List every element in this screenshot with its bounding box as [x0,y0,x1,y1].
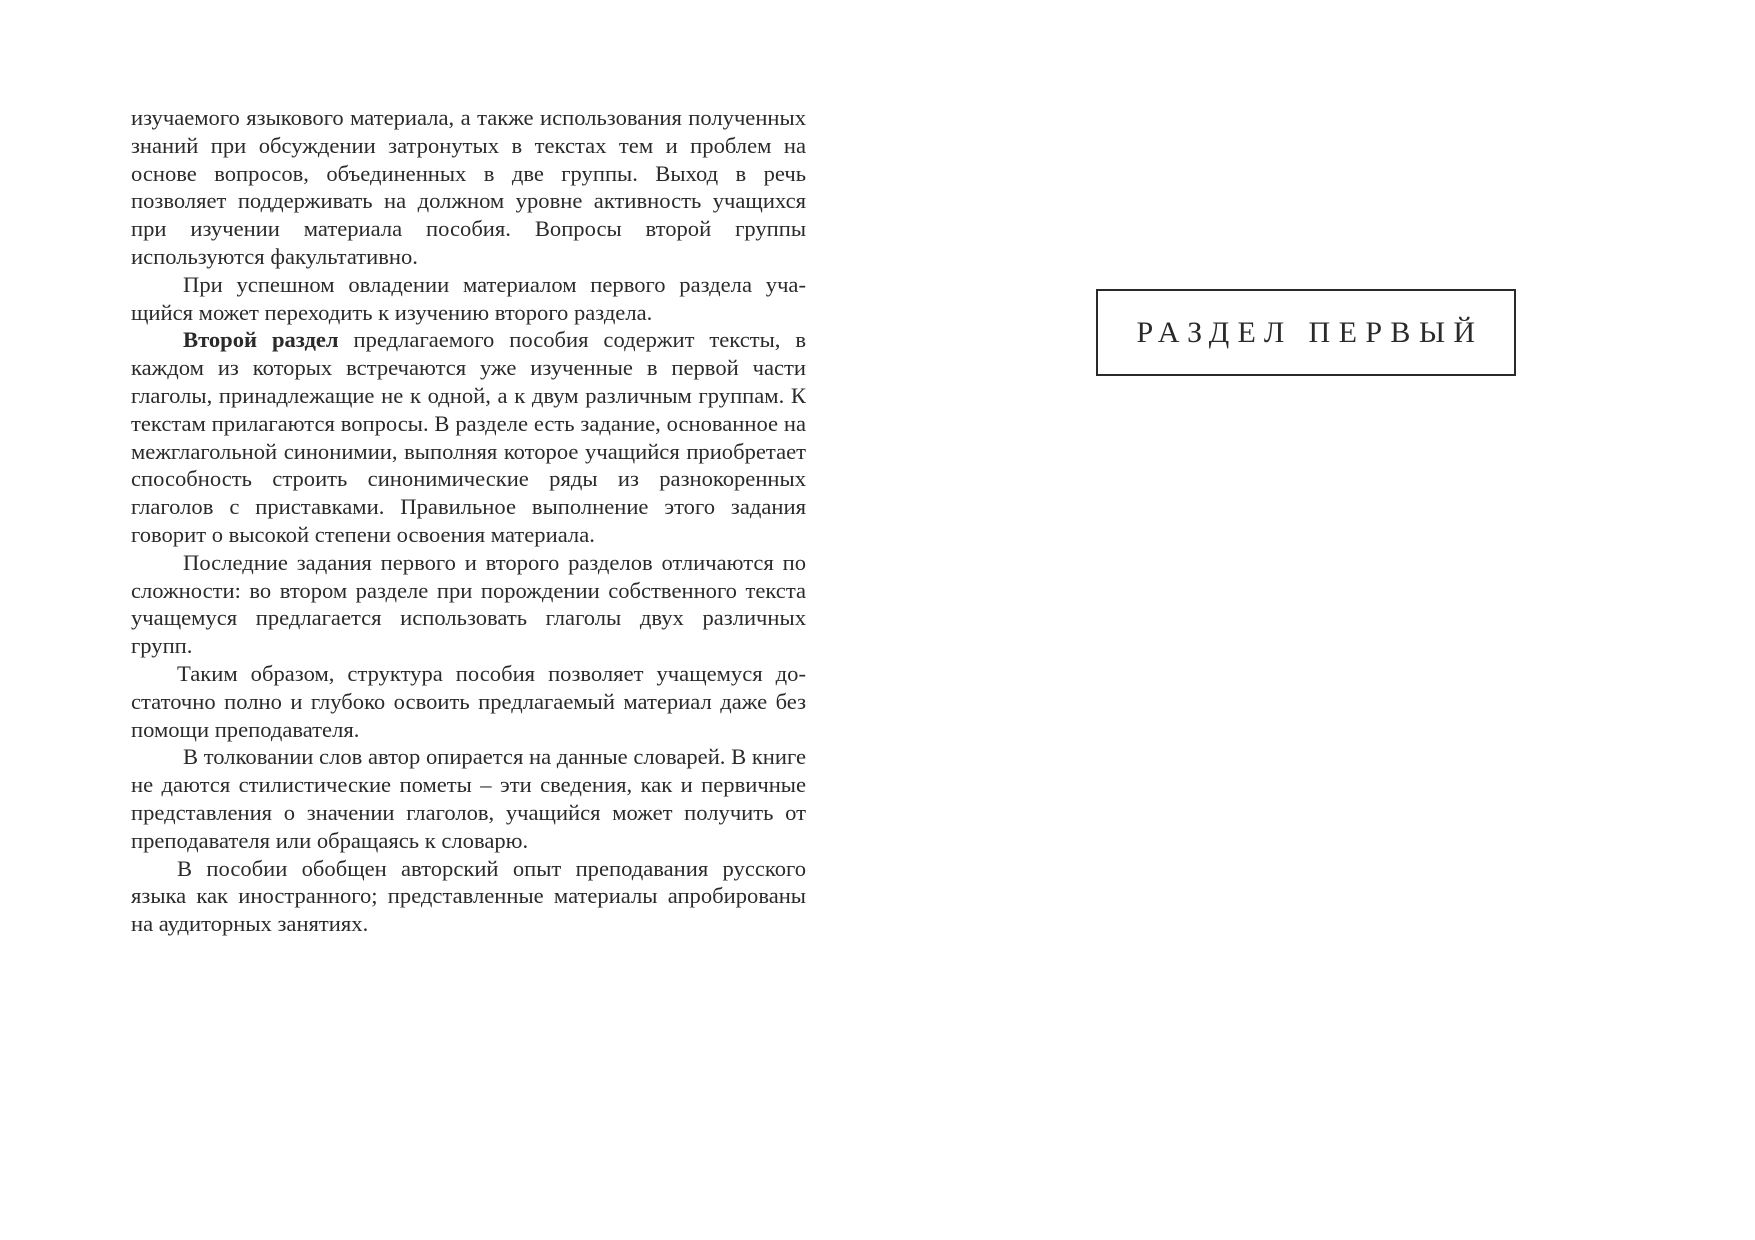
paragraph [131,326,806,548]
paragraph: При успешном овладении материалом первого раздела учащийся может переходить к изучению второго раздела. [131,271,806,325]
paragraph-bold-lead: Второй раздел [183,327,339,353]
section-title: РАЗДЕЛ ПЕРВЫЙ [1136,315,1484,349]
right-page [1096,289,1516,376]
section-title-frame [1096,289,1516,376]
paragraph: Таким образом, структура пособия позволяет учащемуся достаточно полно и глубоко освоить предлагаемый материал даже без помощи преподавателя. [131,660,806,742]
paragraph: В пособии обобщен авторский опыт преподавания русского языка как иностранного; представленные материалы апробированы на аудиторных занятиях. [131,855,806,937]
paragraph: изучаемого языкового материала, а также использования полученных знаний при обсуждении затронутых в текстах тем и проблем на основе вопросов, объединенных в две группы. Выход в речь позволяет поддерживать на должном уровне активность учащихся при изучении материала пособия. Вопросы второй группы используются факультативно. [131,105,806,269]
left-page-text [131,104,806,938]
paragraph: В толковании слов автор опирается на данные словарей. В книге не даются стилистические пометы – эти сведения, как и первичные представления о значении глаголов, учащийся может получить от преподавателя или обращаясь к словарю. [131,744,806,853]
paragraph: Последние задания первого и второго разделов отличаются по сложности: во втором разделе при порождении собственного текста учащемуся предлагается использовать глаголы двух различных групп. [131,549,806,659]
paragraph-text: предлагаемого пособия содержит тексты, в каждом из которых встречаются уже изученные в первой части глаголы, принадлежащие не к одной, а к двум различным группам. К текстам прилагаются вопросы. В разделе есть задание, основанное на межглагольной синонимии, выполняя которое учащийся приобретает способность строить синонимические ряды из разнокоренных глаголов с приставками. Правильное выполнение этого задания говорит о высокой степени освоения материала. [131,327,806,547]
